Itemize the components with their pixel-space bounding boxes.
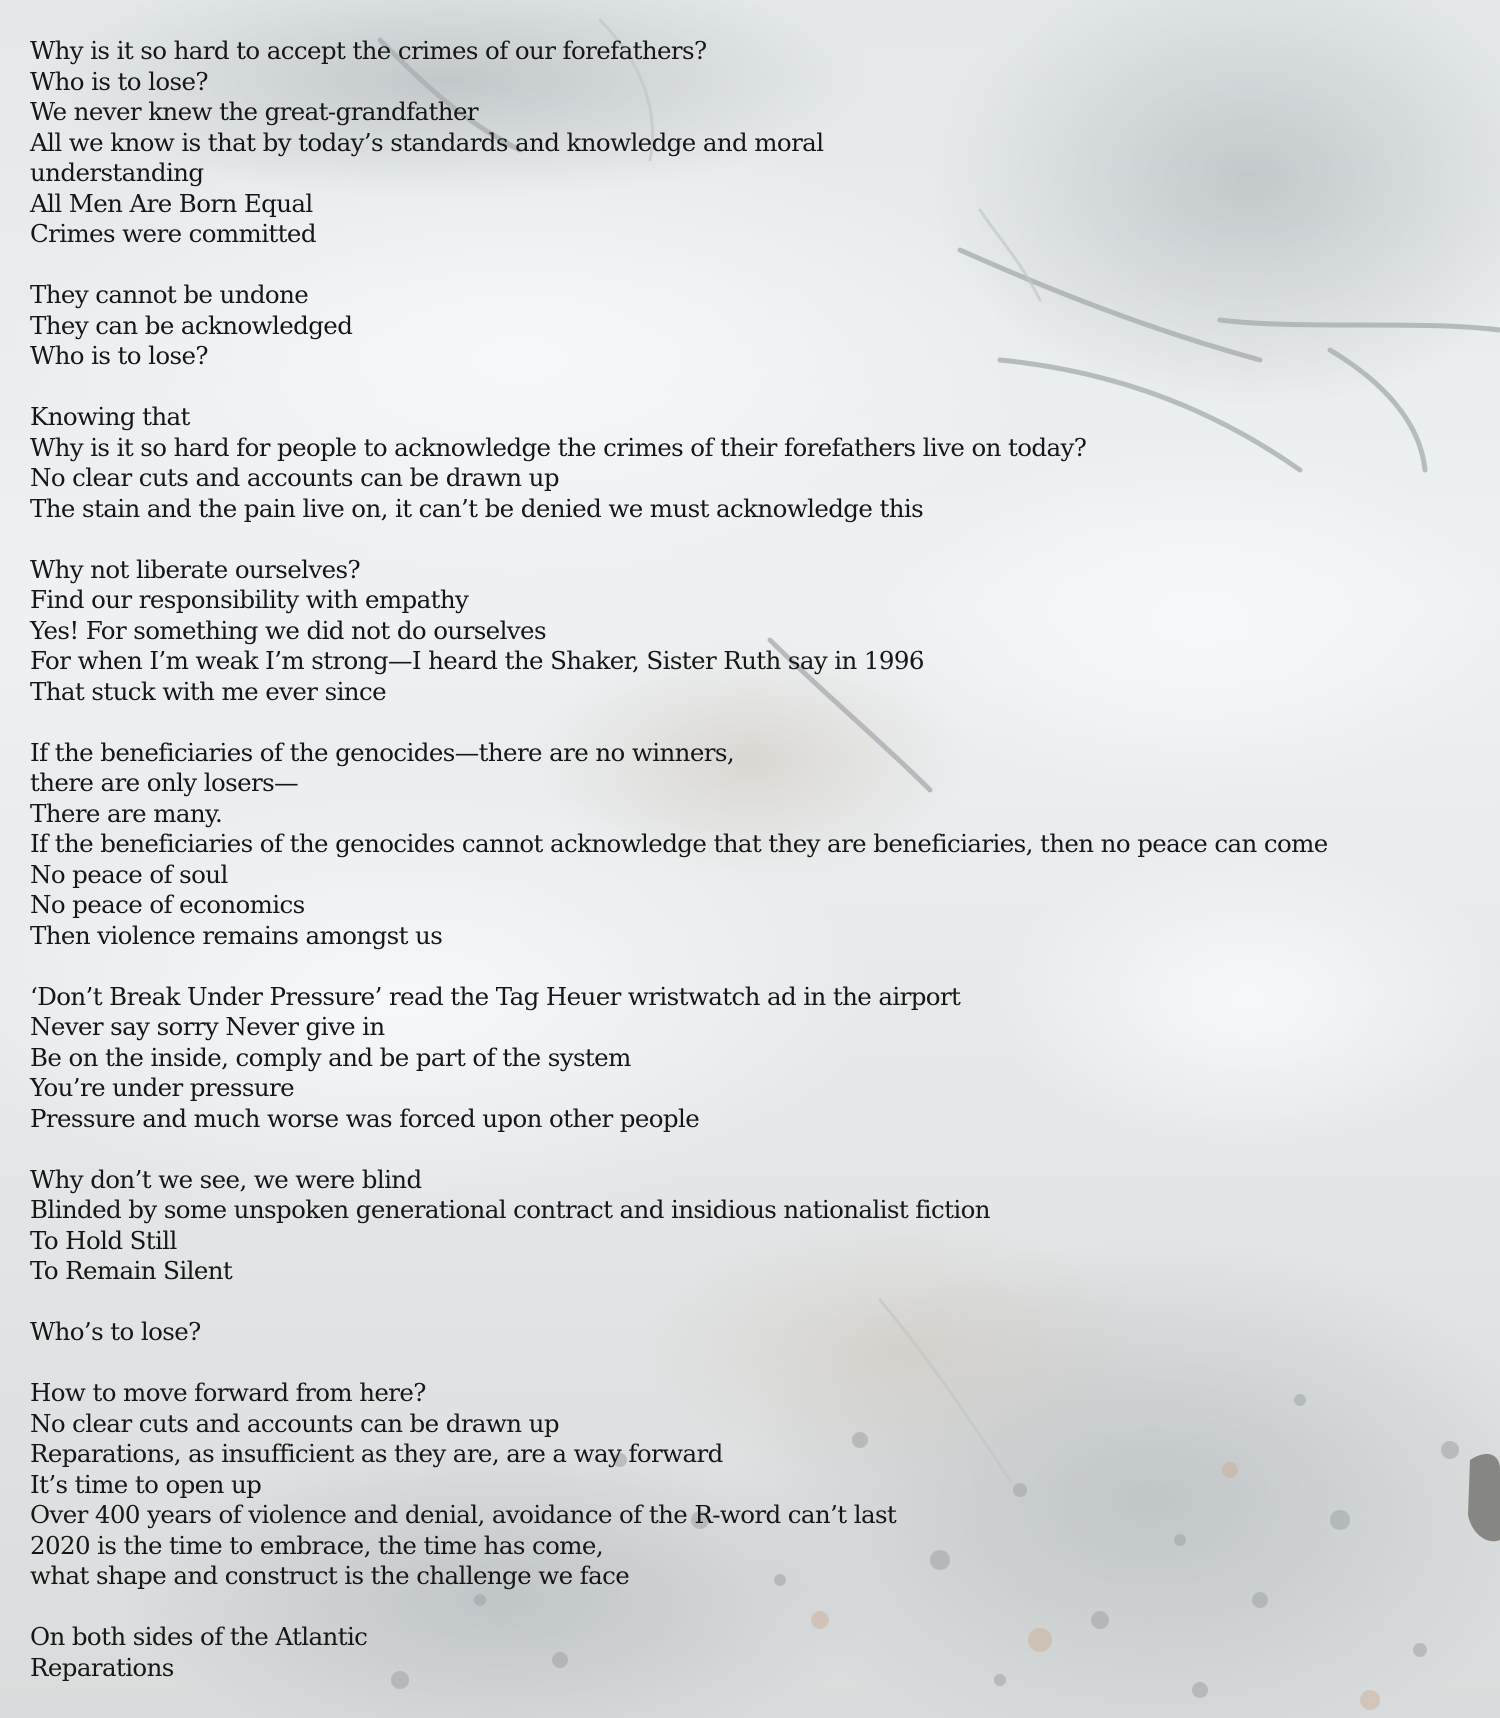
poem-line: On both sides of the Atlantic	[30, 1622, 368, 1651]
poem-line: Be on the inside, comply and be part of the system	[30, 1042, 631, 1072]
poem-line: There are many.	[30, 798, 223, 828]
poem-line: Over 400 years of violence and denial, avoidance of the R-word can’t last	[30, 1500, 897, 1529]
poem-stanza	[30, 555, 1495, 708]
poem-line: there are only losers—	[30, 768, 298, 797]
poem-line: Yes! For something we did not do ourselves	[30, 615, 546, 645]
poem-stanza	[30, 36, 1495, 250]
poem-line: Knowing that	[30, 402, 190, 431]
poem-line: Why not liberate ourselves?	[30, 554, 361, 584]
poem-line: They cannot be undone	[30, 280, 309, 309]
poem-line: Reparations, as insufficient as they are, are a way forward	[30, 1439, 723, 1468]
poem-line: All Men Are Born Equal	[30, 188, 313, 218]
poem-line: For when I’m weak I’m strong—I heard the Shaker, Sister Ruth say in 1996	[30, 646, 924, 675]
poem-stanza	[30, 982, 1495, 1135]
poem-line: 2020 is the time to embrace, the time has come,	[30, 1530, 604, 1560]
poem-line: The stain and the pain live on, it can’t be denied we must acknowledge this	[30, 493, 924, 523]
poem-line: Who is to lose?	[30, 341, 208, 370]
poem-line: We never knew the great-grandfather	[30, 97, 478, 126]
poem	[30, 36, 1495, 1714]
poem-line: You’re under pressure	[30, 1073, 295, 1102]
poem-stanza	[30, 1165, 1495, 1287]
poem-line: Why don’t we see, we were blind	[30, 1164, 422, 1194]
poem-line: How to move forward from here?	[30, 1378, 426, 1407]
poem-line: All we know is that by today’s standards and knowledge and moral	[30, 127, 824, 157]
poem-line: Find our responsibility with empathy	[30, 585, 469, 614]
poem-line: Why is it so hard for people to acknowledge the crimes of their forefathers live on today?	[30, 432, 1087, 462]
poem-line: Pressure and much worse was forced upon other people	[30, 1103, 700, 1133]
poem-line: It’s time to open up	[30, 1469, 262, 1499]
poem-line: If the beneficiaries of the genocides cannot acknowledge that they are beneficiaries, then no peace can come	[30, 829, 1328, 858]
poem-line: Never say sorry Never give in	[30, 1012, 385, 1041]
poem-line: Blinded by some unspoken generational contract and insidious nationalist fiction	[30, 1195, 990, 1224]
poem-line: To Remain Silent	[30, 1256, 233, 1285]
poem-line: They can be acknowledged	[30, 310, 353, 340]
poem-line: No peace of soul	[30, 859, 228, 889]
poem-stanza	[30, 402, 1495, 524]
poem-line: To Hold Still	[30, 1225, 177, 1255]
poem-line: No clear cuts and accounts can be drawn up	[30, 1408, 559, 1438]
poem-stanza	[30, 1378, 1495, 1592]
poem-line: Who is to lose?	[30, 66, 208, 96]
poem-line: ‘Don’t Break Under Pressure’ read the Tag Heuer wristwatch ad in the airport	[30, 981, 961, 1011]
poem-line: Then violence remains amongst us	[30, 920, 443, 950]
poem-stanza	[30, 280, 1495, 372]
poem-line: If the beneficiaries of the genocides—there are no winners,	[30, 737, 735, 767]
poem-line: understanding	[30, 158, 204, 187]
poem-stanza	[30, 738, 1495, 952]
poem-line: Who’s to lose?	[30, 1317, 201, 1346]
poem-line: That stuck with me ever since	[30, 676, 386, 706]
poem-line: Crimes were committed	[30, 219, 316, 248]
poem-line: Reparations	[30, 1652, 174, 1682]
poem-line: No peace of economics	[30, 890, 305, 919]
poem-line: Why is it so hard to accept the crimes of our forefathers?	[30, 36, 707, 65]
poem-line: No clear cuts and accounts can be drawn up	[30, 463, 559, 492]
poem-stanza	[30, 1317, 1495, 1348]
poem-stanza	[30, 1622, 1495, 1683]
poem-line: what shape and construct is the challenge we face	[30, 1561, 630, 1590]
